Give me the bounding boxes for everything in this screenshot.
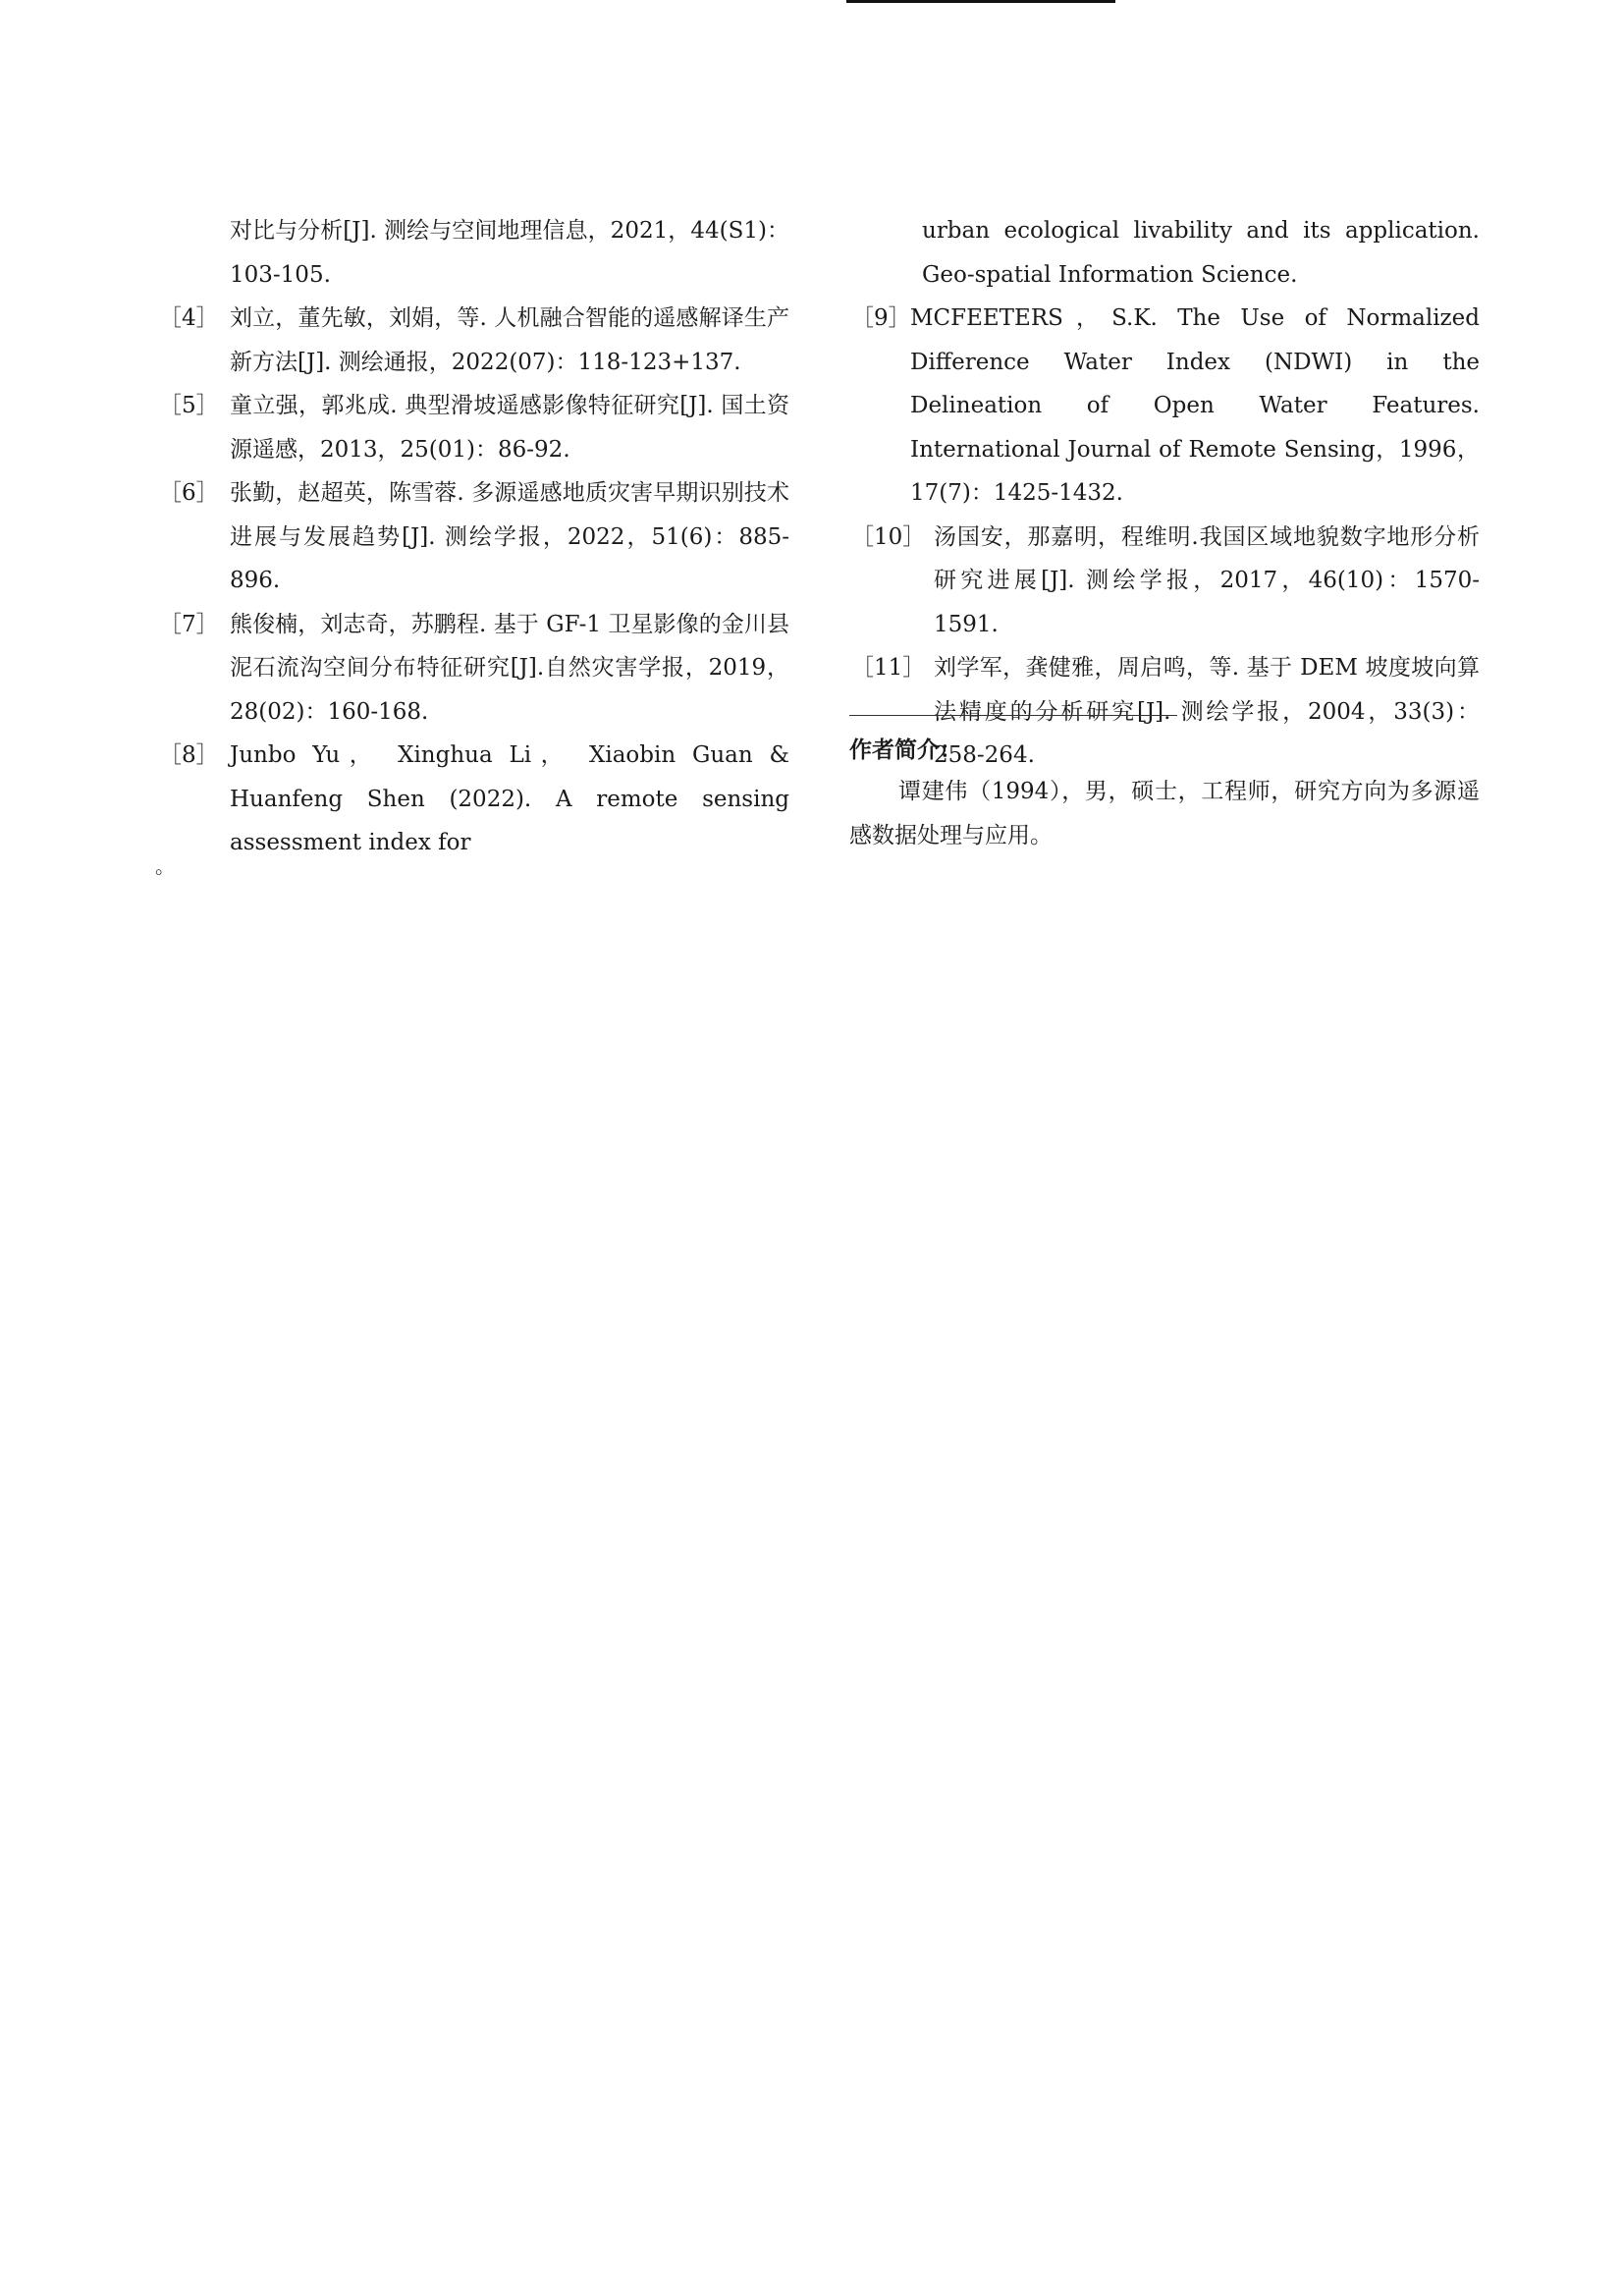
stray-punctuation: 。 — [155, 854, 175, 878]
reference-item — [159, 603, 789, 735]
reference-number: ［8］ — [159, 742, 219, 768]
author-bio-text: 谭建伟（1994），男，硕士，工程师，研究方向为多源遥感数据处理与应用。 — [849, 779, 1480, 848]
reference-number: ［10］ — [851, 523, 926, 550]
footnote-separator — [849, 715, 1177, 716]
reference-text: 熊俊楠，刘志奇，苏鹏程. 基于 GF-1 卫星影像的金川县泥石流沟空间分布特征研究[J].自然灾害学报，2019，28(02)：160-168. — [230, 611, 789, 725]
reference-number: ［7］ — [159, 611, 219, 637]
reference-item — [851, 297, 1480, 516]
reference-continuation — [851, 209, 1480, 297]
references-right-column — [851, 209, 1480, 778]
header-rule — [846, 0, 1115, 3]
reference-number: ［4］ — [159, 305, 219, 331]
reference-item — [159, 734, 789, 865]
reference-continuation — [159, 209, 789, 297]
reference-text: urban ecological livability and its application. Geo-spatial Information Science. — [922, 218, 1480, 288]
reference-number: ［5］ — [159, 393, 219, 418]
reference-text: 刘立，董先敏，刘娟，等. 人机融合智能的遥感解译生产新方法[J]. 测绘通报，2022(07)：118-123+137. — [230, 305, 789, 375]
reference-text: MCFEETERS，S.K. The Use of Normalized Difference Water Index (NDWI) in the Delineation of Open Water Features. International Journal of Remote Sensing，1996，17(7)：1425-1432. — [910, 305, 1480, 506]
reference-item — [159, 384, 789, 471]
reference-text: 刘学军，龚健雅，周启鸣，等. 基于 DEM 坡度坡向算法精度的分析研究[J]. 测绘学报，2004，33(3)：258-264. — [934, 655, 1480, 768]
references-left-column — [159, 209, 789, 865]
reference-item — [159, 297, 789, 384]
reference-item — [159, 471, 789, 603]
author-bio-heading: 作者简介： — [849, 738, 962, 763]
reference-item — [851, 516, 1480, 647]
reference-text: 张勤，赵超英，陈雪蓉. 多源遥感地质灾害早期识别技术进展与发展趋势[J]. 测绘学报，2022，51(6)：885-896. — [230, 480, 789, 593]
reference-text: Junbo Yu， Xinghua Li， Xiaobin Guan & Huanfeng Shen (2022). A remote sensing assessment index for — [230, 742, 789, 855]
reference-text: 对比与分析[J]. 测绘与空间地理信息，2021，44(S1)：103-105. — [230, 218, 789, 288]
reference-text: 童立强，郭兆成. 典型滑坡遥感影像特征研究[J]. 国土资源遥感，2013，25(01)：86-92. — [230, 393, 789, 463]
reference-number: ［11］ — [851, 655, 926, 681]
reference-number: ［9］ — [851, 305, 911, 331]
reference-number: ［6］ — [159, 480, 219, 506]
reference-text: 汤国安，那嘉明，程维明.我国区域地貌数字地形分析研究进展[J]. 测绘学报，2017，46(10)：1570-1591. — [934, 523, 1480, 637]
